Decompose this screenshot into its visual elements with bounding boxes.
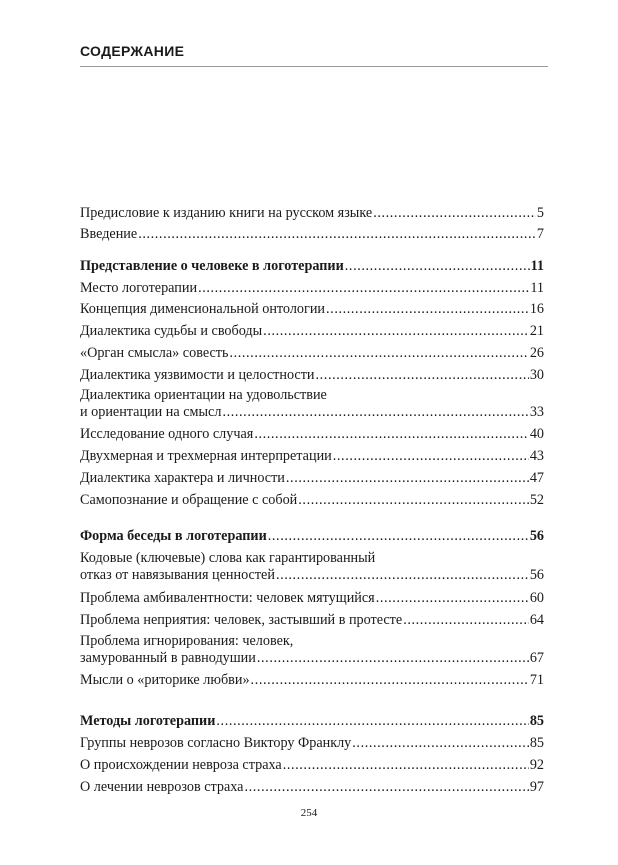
toc-entry xyxy=(80,672,544,689)
page-title: СОДЕРЖАНИЕ xyxy=(80,43,185,59)
toc-entry-title: Исследование одного случая xyxy=(80,426,254,442)
toc-entry xyxy=(80,757,544,774)
toc-entry-title: Группы неврозов согласно Виктору Франклу xyxy=(80,735,352,751)
leader-dots xyxy=(222,404,528,421)
toc-entry-title: Проблема неприятия: человек, застывший в протесте xyxy=(80,612,403,628)
toc-entry-title: отказ от навязывания ценностей xyxy=(80,567,275,583)
toc-entry xyxy=(80,713,544,730)
toc-entry xyxy=(80,323,544,340)
leader-dots xyxy=(352,735,529,752)
toc-entry-title-line1: Проблема игнорирования: человек, xyxy=(80,633,294,649)
toc-entry-page: 71 xyxy=(529,672,544,688)
toc-entry-page: 11 xyxy=(530,258,544,274)
toc-entry-title: «Орган смысла» совесть xyxy=(80,345,229,361)
toc-entry-title: О происхождении невроза страха xyxy=(80,757,282,773)
header-rule xyxy=(80,66,548,67)
toc-entry-title: Представление о человеке в логотерапии xyxy=(80,258,344,274)
leader-dots xyxy=(229,345,528,362)
leader-dots xyxy=(403,612,529,629)
toc-entry-title: и ориентации на смысл xyxy=(80,404,222,420)
toc-entry-page: 60 xyxy=(529,590,544,606)
leader-dots xyxy=(373,205,536,222)
toc-entry-page: 64 xyxy=(529,612,544,628)
page-number: 254 xyxy=(300,807,318,819)
toc-entry-title: Проблема амбивалентности: человек мятущийся xyxy=(80,590,375,606)
leader-dots xyxy=(298,492,529,509)
toc-entry xyxy=(80,226,544,243)
leader-dots xyxy=(316,367,529,384)
toc-entry xyxy=(80,633,544,667)
leader-dots xyxy=(216,713,528,730)
toc-entry xyxy=(80,345,544,362)
toc-entry-title: Методы логотерапии xyxy=(80,713,216,729)
toc-entry xyxy=(80,280,544,297)
toc-entry-title: Диалектика судьбы и свободы xyxy=(80,323,263,339)
toc-entry xyxy=(80,448,544,465)
leader-dots xyxy=(198,280,529,297)
leader-dots xyxy=(268,528,529,545)
leader-dots xyxy=(257,650,529,667)
toc-entry xyxy=(80,426,544,443)
toc-entry-page: 67 xyxy=(529,650,544,666)
toc-entry xyxy=(80,470,544,487)
toc-entry-page: 40 xyxy=(529,426,544,442)
toc-entry-page: 56 xyxy=(529,567,544,583)
toc-entry-page: 26 xyxy=(529,345,544,361)
toc-entry xyxy=(80,550,544,584)
leader-dots xyxy=(251,672,529,689)
toc-entry-page: 30 xyxy=(529,367,544,383)
toc-entry xyxy=(80,387,544,421)
toc-entry-page: 85 xyxy=(529,735,544,751)
toc-entry-title: Двухмерная и трехмерная интерпретации xyxy=(80,448,332,464)
toc-entry-title-line1: Кодовые (ключевые) слова как гарантированный xyxy=(80,550,376,566)
toc-entry xyxy=(80,258,544,275)
leader-dots xyxy=(345,258,530,275)
toc-entry-page: 56 xyxy=(529,528,544,544)
toc-entry-page: 52 xyxy=(529,492,544,508)
toc-entry-title: Форма беседы в логотерапии xyxy=(80,528,267,544)
leader-dots xyxy=(254,426,529,443)
toc-entry-page: 43 xyxy=(529,448,544,464)
toc-entry xyxy=(80,612,544,629)
toc-entry-page: 11 xyxy=(530,280,544,296)
toc-entry-page: 21 xyxy=(529,323,544,339)
toc-entry xyxy=(80,779,544,796)
leader-dots xyxy=(333,448,529,465)
toc-entry-title: Введение xyxy=(80,226,138,242)
leader-dots xyxy=(138,226,536,243)
toc-entry-title: Самопознание и обращение с собой xyxy=(80,492,298,508)
toc-entry-page: 16 xyxy=(529,301,544,317)
toc-entry-title: О лечении неврозов страха xyxy=(80,779,244,795)
toc-entry-title: Диалектика уязвимости и целостности xyxy=(80,367,315,383)
toc-entry-page: 92 xyxy=(529,757,544,773)
toc-entry xyxy=(80,492,544,509)
leader-dots xyxy=(286,470,529,487)
toc-entry xyxy=(80,301,544,318)
leader-dots xyxy=(283,757,529,774)
toc-entry-title: Предисловие к изданию книги на русском языке xyxy=(80,205,373,221)
leader-dots xyxy=(263,323,529,340)
toc-entry-page: 33 xyxy=(529,404,544,420)
toc-entry-page: 47 xyxy=(529,470,544,486)
toc-entry xyxy=(80,528,544,545)
leader-dots xyxy=(326,301,529,318)
toc-entry-title: Диалектика характера и личности xyxy=(80,470,285,486)
toc-entry-page: 85 xyxy=(529,713,544,729)
toc-entry-title: замурованный в равнодушии xyxy=(80,650,256,666)
toc-entry xyxy=(80,367,544,384)
toc-entry-title: Концепция дименсиональной онтологии xyxy=(80,301,326,317)
leader-dots xyxy=(244,779,528,796)
toc-entry xyxy=(80,205,544,222)
toc-entry-page: 7 xyxy=(536,226,544,242)
leader-dots xyxy=(376,590,529,607)
toc-entry-page: 5 xyxy=(536,205,544,221)
toc-entry xyxy=(80,735,544,752)
toc-entry-title-line1: Диалектика ориентации на удовольствие xyxy=(80,387,327,403)
leader-dots xyxy=(276,567,529,584)
toc-entry xyxy=(80,590,544,607)
toc-entry-title: Мысли о «риторике любви» xyxy=(80,672,250,688)
toc-entry-page: 97 xyxy=(529,779,544,795)
toc-entry-title: Место логотерапии xyxy=(80,280,198,296)
